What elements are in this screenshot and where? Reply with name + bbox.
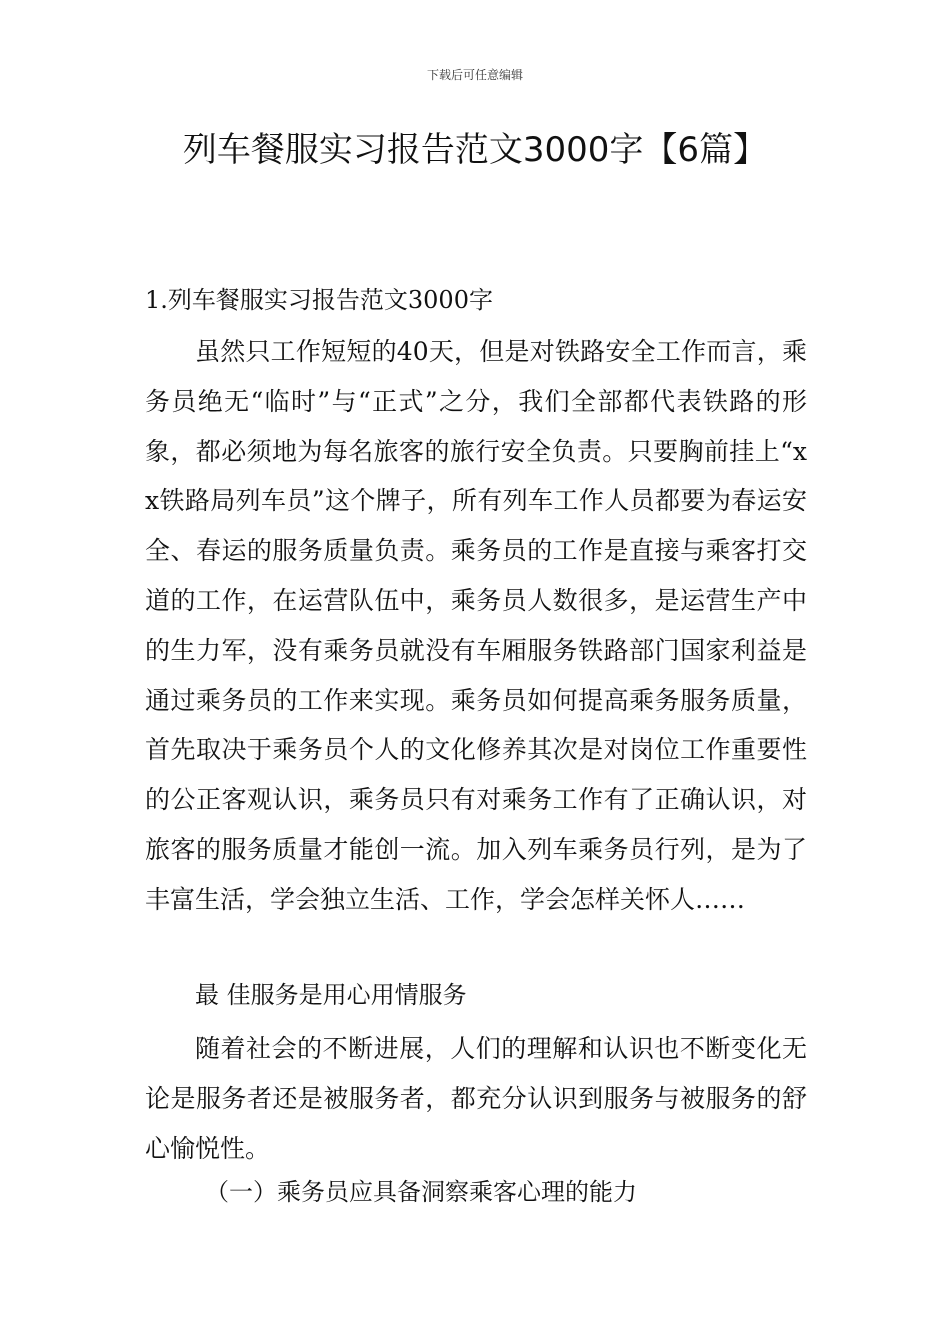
subheading-2: （一）乘务员应具备洞察乘客心理的能力 [205,1178,637,1206]
paragraph-2: 随着社会的不断进展，人们的理解和认识也不断变化无论是服务者还是被服务者，都充分认识到服务与被服务的舒心愉悦性。 [145,1034,807,1163]
subheading-1: 最 佳服务是用心用情服务 [195,981,467,1009]
header-note: 下载后可任意编辑 [426,68,523,82]
paragraph-1: 虽然只工作短短的40天，但是对铁路安全工作而言，乘务员绝无“临时”与“正式”之分，我们全部都代表铁路的形象，都必须地为每名旅客的旅行安全负责。只要胸前挂上“xx铁路局列车员”这个牌子，所有列车工作人员都要为春运安全、春运的服务质量负责。乘务员的工作是直接与乘客打交道的工作，在运营队伍中，乘务员人数很多，是运营生产中的生力军，没有乘务员就没有车厢服务铁路部门国家利益是通过乘务员的工作来实现。乘务员如何提高乘务服务质量，首先取决于乘务员个人的文化修养其次是对岗位工作重要性的公正客观认识，乘务员只有对乘务工作有了正确认识，对旅客的服务质量才能创一流。加入列车乘务员行列，是为了丰富生活，学会独立生活、工作，学会怎样关怀人…… [145,337,807,914]
document-title: 列车餐服实习报告范文3000字【6篇】 [182,130,768,170]
section-heading: 1.列车餐服实习报告范文3000字 [145,286,493,314]
